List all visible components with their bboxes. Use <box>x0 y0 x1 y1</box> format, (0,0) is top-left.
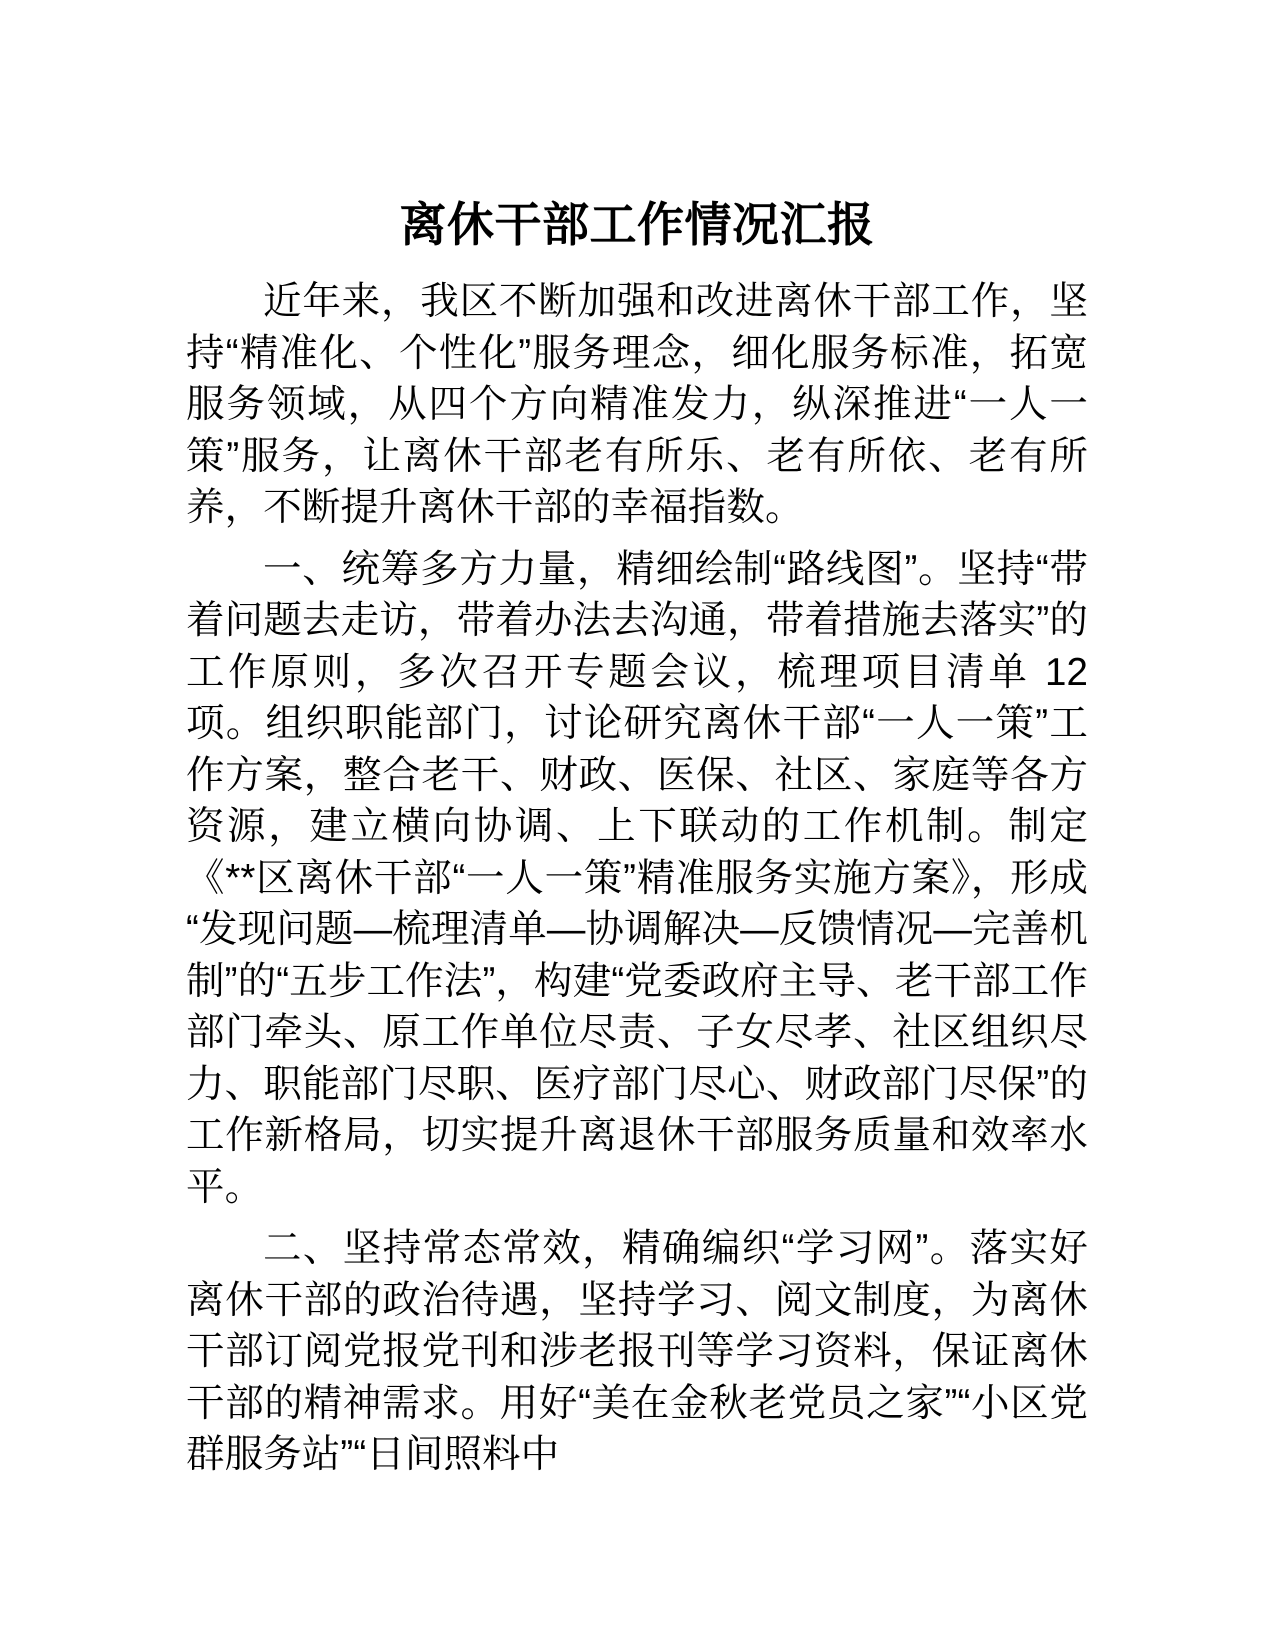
paragraph-section-one: 一、统筹多方力量，精细绘制“路线图”。坚持“带着问题去走访，带着办法去沟通，带着措施去落实”的工作原则，多次召开专题会议，梳理项目清单 12 项。组织职能部门，讨论研究离休干部“一人一策”工作方案，整合老干、财政、医保、社区、家庭等各方资源，建立横向协调、上下联动的工作机制。制定《**区离休干部“一人一策”精准服务实施方案》，形成“发现问题—梳理清单—协调解决—反馈情况—完善机制”的“五步工作法”，构建“党委政府主导、老干部工作部门牵头、原工作单位尽责、子女尽孝、社区组织尽力、职能部门尽职、医疗部门尽心、财政部门尽保”的工作新格局，切实提升离退休干部服务质量和效率水平。 <box>186 547 1088 1209</box>
paragraph-section-two: 二、坚持常态常效，精确编织“学习网”。落实好离休干部的政治待遇，坚持学习、阅文制度，为离休干部订阅党报党刊和涉老报刊等学习资料，保证离休干部的精神需求。用好“美在金秋老党员之家”“小区党群服务站”“日间照料中 <box>186 1227 1088 1476</box>
paragraph-intro: 近年来，我区不断加强和改进离休干部工作，坚持“精准化、个性化”服务理念，细化服务标准，拓宽服务领域，从四个方向精准发力，纵深推进“一人一策”服务，让离休干部老有所乐、老有所依、老有所养，不断提升离休干部的幸福指数。 <box>186 280 1088 529</box>
page-title: 离休干部工作情况汇报 <box>399 198 875 251</box>
document-body <box>186 196 1088 1481</box>
